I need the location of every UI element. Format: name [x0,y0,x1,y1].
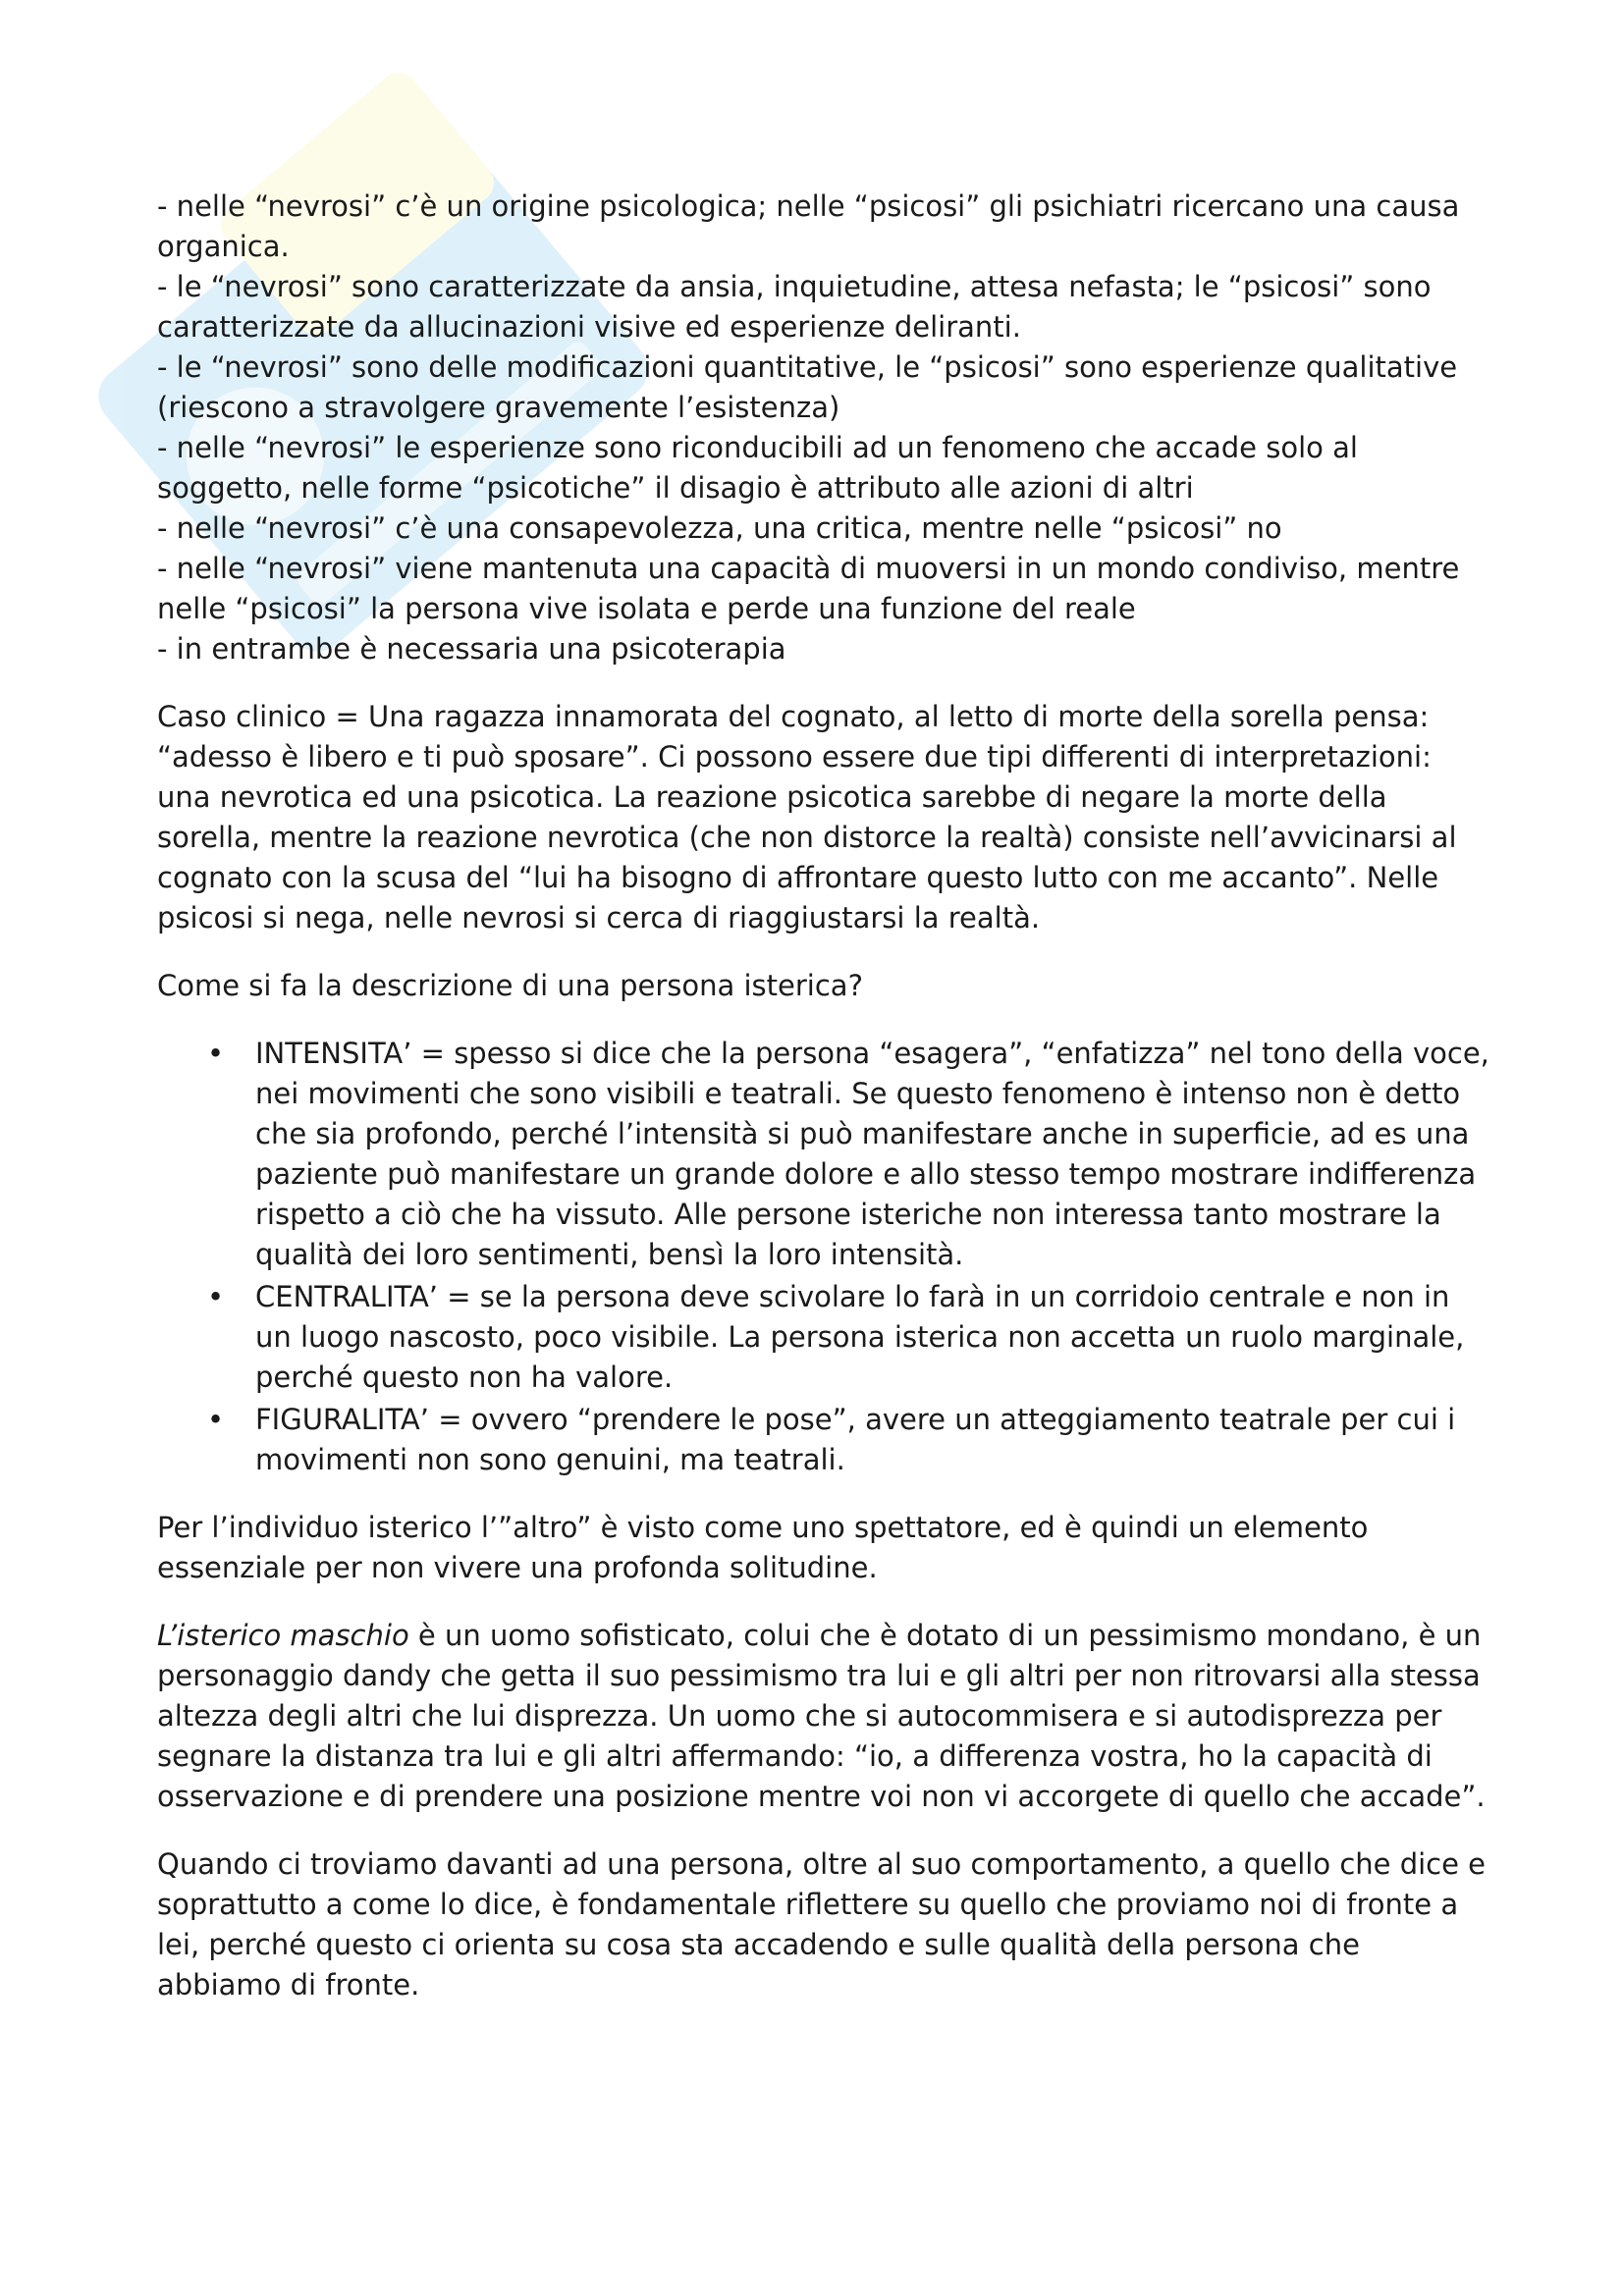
caso-clinico-paragraph: Caso clinico = Una ragazza innamorata del cognato, al letto di morte della sorella pensa: “adesso è libero e ti può sposare”. Ci possono essere due tipi differenti di interpretazioni: una nevrotica ed una psicotica. La reazione psicotica sarebbe di negare la morte della sorella, mentre la reazione nevrotica (che non distorce la realtà) consiste nell’avvicinarsi al cognato con la scusa del “lui ha bisogno di affrontare questo lutto con me accanto”. Nelle psicosi si nega, nelle nevrosi si cerca di riaggiustarsi la realtà. [157,700,1457,934]
italic-term: L’isterico maschio [157,1619,409,1652]
list-item-text: INTENSITA’ = spesso si dice che la persona “esagera”, “enfatizza” nel tono della voce, nei movimenti che sono visibili e teatrali. Se questo fenomeno è intenso non è detto che sia profondo, perché l’intensità si può manifestare anche in superficie, ad es una paziente può manifestare un grande dolore e allo stesso tempo mostrare indifferenza rispetto a ciò che ha vissuto. Alle persone isteriche non interessa tanto mostrare la qualità dei loro sentimenti, bensì la loro intensità. [255,1037,1489,1271]
intro-line: - nelle “nevrosi” le esperienze sono riconducibili ad un fenomeno che accade solo al soggetto, nelle forme “psicotiche” il disagio è attributo alle azioni di altri [157,431,1358,505]
list-item [207,1034,1492,1275]
list-item-text: FIGURALITA’ = ovvero “prendere le pose”, avere un atteggiamento teatrale per cui i movimenti non sono genuini, ma teatrali. [255,1403,1456,1476]
intro-line: - nelle “nevrosi” c’è una consapevolezza, una critica, mentre nelle “psicosi” no [157,511,1282,545]
intro-line: - le “nevrosi” sono caratterizzate da ansia, inquietudine, attesa nefasta; le “psicosi” sono caratterizzate da allucinazioni visive ed esperienze deliranti. [157,270,1432,344]
list-item-text: CENTRALITA’ = se la persona deve scivolare lo farà in un corridoio centrale e non in un luogo nascosto, poco visibile. La persona isterica non accetta un ruolo marginale, perché questo non ha valore. [255,1280,1465,1394]
isterico-maschio-paragraph [157,1616,1492,1817]
intro-line: - in entrambe è necessaria una psicoterapia [157,632,786,666]
paragraph-text: è un uomo sofisticato, colui che è dotato di un pessimismo mondano, è un personaggio dandy che getta il suo pessimismo tra lui e gli altri per non ritrovarsi alla stessa altezza degli altri che lui disprezza. Un uomo che si autocommisera e si autodisprezza per segnare la distanza tra lui e gli altri affermando: “io, a differenza vostra, ho la capacità di osservazione e di prendere una posizione mentre voi non vi accorgete di quello che accade”. [157,1619,1486,1813]
intro-line: - nelle “nevrosi” viene mantenuta una capacità di muoversi in un mondo condiviso, mentre nelle “psicosi” la persona vive isolata e perde una funzione del reale [157,552,1460,625]
question-paragraph: Come si fa la descrizione di una persona isterica? [157,969,863,1002]
intro-line: - le “nevrosi” sono delle modificazioni quantitative, le “psicosi” sono esperienze qualitative (riescono a stravolgere gravemente l’esistenza) [157,350,1458,424]
document-page [157,187,1492,2033]
list-item [207,1277,1492,1398]
bullet-icon: • [207,1037,225,1070]
intro-line: - nelle “nevrosi” c’è un origine psicologica; nelle “psicosi” gli psichiatri ricercano una causa organica. [157,189,1460,263]
final-paragraph: Quando ci troviamo davanti ad una persona, oltre al suo comportamento, a quello che dice e soprattutto a come lo dice, è fondamentale riflettere su quello che proviamo noi di fronte a lei, perché questo ci orienta su cosa sta accadendo e sulle qualità della persona che abbiamo di fronte. [157,1847,1487,2002]
list-item [207,1400,1492,1480]
altro-paragraph: Per l’individuo isterico l’”altro” è visto come uno spettatore, ed è quindi un elemento essenziale per non vivere una profonda solitudine. [157,1511,1369,1584]
bullet-icon: • [207,1280,225,1313]
bullet-icon: • [207,1403,225,1436]
bullet-list [157,1034,1492,1480]
intro-list [157,187,1492,669]
